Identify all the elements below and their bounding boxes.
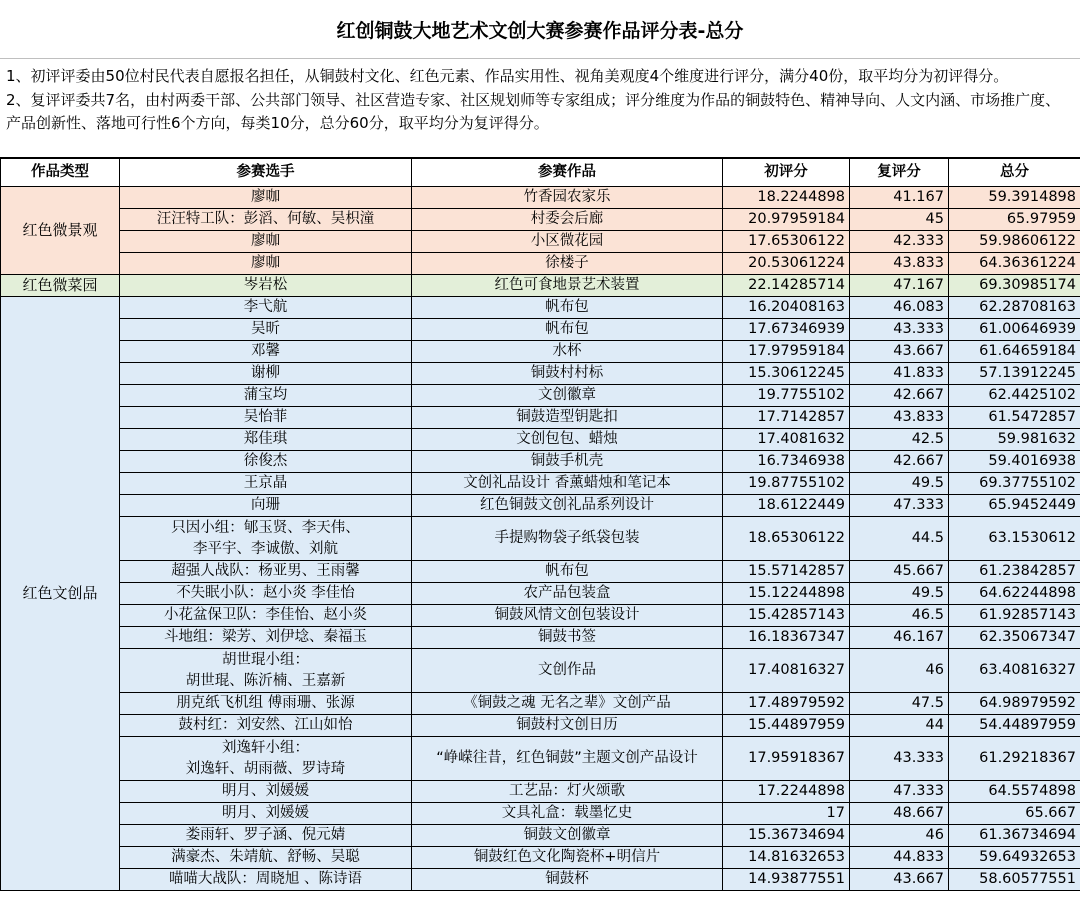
table-row [1, 253, 1080, 275]
table-row [1, 693, 1080, 715]
total-score-cell[interactable]: 69.30985174 [949, 275, 1080, 297]
player-cell[interactable]: 向珊 [120, 495, 412, 517]
table-row [1, 825, 1080, 847]
player-cell[interactable]: 只因小组：郇玉贤、李天伟、 李平宇、李诚傲、刘航 [120, 517, 412, 561]
total-score-cell[interactable]: 64.5574898 [949, 781, 1080, 803]
table-row [1, 869, 1080, 891]
player-cell[interactable]: 鼓村红：刘安然、江山如怡 [120, 715, 412, 737]
second-score-cell[interactable]: 46 [850, 825, 949, 847]
player-cell[interactable]: 郑佳琪 [120, 429, 412, 451]
table-row [1, 495, 1080, 517]
table-row [1, 275, 1080, 297]
total-score-cell[interactable]: 65.667 [949, 803, 1080, 825]
first-score-cell[interactable]: 17.67346939 [723, 319, 850, 341]
header-category[interactable]: 作品类型 [1, 159, 120, 187]
second-score-cell[interactable]: 43.667 [850, 869, 949, 891]
total-score-cell[interactable]: 59.981632 [949, 429, 1080, 451]
first-score-cell[interactable]: 16.20408163 [723, 297, 850, 319]
first-score-cell[interactable]: 14.81632653 [723, 847, 850, 869]
work-cell[interactable]: 铜鼓书签 [412, 627, 723, 649]
total-score-cell[interactable]: 62.35067347 [949, 627, 1080, 649]
work-cell[interactable]: “峥嵘往昔，红色铜鼓”主题文创产品设计 [412, 737, 723, 781]
player-cell[interactable]: 吴昕 [120, 319, 412, 341]
second-score-cell[interactable]: 43.833 [850, 407, 949, 429]
total-score-cell[interactable]: 61.64659184 [949, 341, 1080, 363]
work-cell[interactable]: 村委会后廊 [412, 209, 723, 231]
player-cell[interactable]: 岑岩松 [120, 275, 412, 297]
second-score-cell[interactable]: 45.667 [850, 561, 949, 583]
player-cell[interactable]: 超强人战队：杨亚男、王雨馨 [120, 561, 412, 583]
second-score-cell[interactable]: 49.5 [850, 583, 949, 605]
work-cell[interactable]: 小区微花园 [412, 231, 723, 253]
table-row [1, 517, 1080, 561]
player-cell[interactable]: 谢柳 [120, 363, 412, 385]
first-score-cell[interactable]: 17.4081632 [723, 429, 850, 451]
table-row [1, 429, 1080, 451]
table-body [1, 187, 1080, 891]
work-cell[interactable]: 铜鼓文创徽章 [412, 825, 723, 847]
work-cell[interactable]: 红色铜鼓文创礼品系列设计 [412, 495, 723, 517]
player-cell[interactable]: 汪汪特工队：彭滔、何敏、吴枳潼 [120, 209, 412, 231]
player-cell[interactable]: 廖咖 [120, 231, 412, 253]
player-cell[interactable]: 胡世琨小组： 胡世琨、陈沂楠、王嘉新 [120, 649, 412, 693]
first-score-cell[interactable]: 17.40816327 [723, 649, 850, 693]
first-score-cell[interactable]: 15.36734694 [723, 825, 850, 847]
second-score-cell[interactable]: 42.667 [850, 451, 949, 473]
player-cell[interactable]: 小花盆保卫队：李佳怡、赵小炎 [120, 605, 412, 627]
table-row [1, 187, 1080, 209]
work-cell[interactable]: 文创包包、蜡烛 [412, 429, 723, 451]
notes-block [0, 59, 1080, 158]
total-score-cell[interactable]: 59.64932653 [949, 847, 1080, 869]
category-cell[interactable]: 红色微菜园 [1, 275, 120, 297]
header-second-score[interactable]: 复评分 [850, 159, 949, 187]
first-score-cell[interactable]: 18.2244898 [723, 187, 850, 209]
second-score-cell[interactable]: 43.333 [850, 319, 949, 341]
work-cell[interactable]: 铜鼓杯 [412, 869, 723, 891]
first-score-cell[interactable]: 15.44897959 [723, 715, 850, 737]
table-row [1, 473, 1080, 495]
score-table [0, 158, 1080, 891]
work-cell[interactable]: 徐楼子 [412, 253, 723, 275]
work-cell[interactable]: 文具礼盒：载墨忆史 [412, 803, 723, 825]
total-score-cell[interactable]: 59.4016938 [949, 451, 1080, 473]
second-score-cell[interactable]: 47.5 [850, 693, 949, 715]
total-score-cell[interactable]: 61.00646939 [949, 319, 1080, 341]
total-score-cell[interactable]: 61.92857143 [949, 605, 1080, 627]
first-score-cell[interactable]: 14.93877551 [723, 869, 850, 891]
work-cell[interactable]: 竹香园农家乐 [412, 187, 723, 209]
total-score-cell[interactable]: 62.28708163 [949, 297, 1080, 319]
table-row [1, 451, 1080, 473]
note-line: 2、复评评委共7名，由村两委干部、公共部门领导、社区营造专家、社区规划师等专家组成；评分维度为作品的铜鼓特色、精神导向、人文内涵、市场推广度、产品创新性、落地可行性6个方向，每类10分，总分60分，取平均分为复评得分。 [6, 90, 1061, 132]
first-score-cell[interactable]: 16.18367347 [723, 627, 850, 649]
second-score-cell[interactable]: 46.5 [850, 605, 949, 627]
second-score-cell[interactable]: 45 [850, 209, 949, 231]
table-row [1, 781, 1080, 803]
header-row [1, 159, 1080, 187]
player-cell[interactable]: 明月、刘媛媛 [120, 803, 412, 825]
second-score-cell[interactable]: 47.333 [850, 495, 949, 517]
second-score-cell[interactable]: 41.833 [850, 363, 949, 385]
second-score-cell[interactable]: 44 [850, 715, 949, 737]
second-score-cell[interactable]: 46.083 [850, 297, 949, 319]
player-cell[interactable]: 李弋航 [120, 297, 412, 319]
total-score-cell[interactable]: 61.5472857 [949, 407, 1080, 429]
header-player[interactable]: 参赛选手 [120, 159, 412, 187]
table-row [1, 737, 1080, 781]
second-score-cell[interactable]: 46 [850, 649, 949, 693]
category-cell[interactable]: 红色微景观 [1, 187, 120, 275]
work-cell[interactable]: 铜鼓红色文化陶瓷杯+明信片 [412, 847, 723, 869]
player-cell[interactable]: 娄雨轩、罗子涵、倪元婧 [120, 825, 412, 847]
first-score-cell[interactable]: 17.48979592 [723, 693, 850, 715]
second-score-cell[interactable]: 48.667 [850, 803, 949, 825]
table-row [1, 715, 1080, 737]
second-score-cell[interactable]: 46.167 [850, 627, 949, 649]
work-cell[interactable]: 农产品包装盒 [412, 583, 723, 605]
player-cell[interactable]: 廖咖 [120, 187, 412, 209]
first-score-cell[interactable]: 20.97959184 [723, 209, 850, 231]
player-cell[interactable]: 蒲宝均 [120, 385, 412, 407]
player-cell[interactable]: 刘逸轩小组： 刘逸轩、胡雨薇、罗诗琦 [120, 737, 412, 781]
category-cell[interactable]: 红色文创品 [1, 297, 120, 891]
first-score-cell[interactable]: 20.53061224 [723, 253, 850, 275]
player-cell[interactable]: 徐俊杰 [120, 451, 412, 473]
work-cell[interactable]: 红色可食地景艺术装置 [412, 275, 723, 297]
first-score-cell[interactable]: 19.87755102 [723, 473, 850, 495]
table-row [1, 803, 1080, 825]
table-row [1, 231, 1080, 253]
first-score-cell[interactable]: 15.30612245 [723, 363, 850, 385]
player-cell[interactable]: 不失眠小队：赵小炎 李佳怡 [120, 583, 412, 605]
first-score-cell[interactable]: 17.65306122 [723, 231, 850, 253]
first-score-cell[interactable]: 15.42857143 [723, 605, 850, 627]
second-score-cell[interactable]: 49.5 [850, 473, 949, 495]
first-score-cell[interactable]: 17.95918367 [723, 737, 850, 781]
total-score-cell[interactable]: 65.97959 [949, 209, 1080, 231]
work-cell[interactable]: 工艺品：灯火颂歌 [412, 781, 723, 803]
total-score-cell[interactable]: 61.36734694 [949, 825, 1080, 847]
total-score-cell[interactable]: 63.40816327 [949, 649, 1080, 693]
first-score-cell[interactable]: 16.7346938 [723, 451, 850, 473]
total-score-cell[interactable]: 61.29218367 [949, 737, 1080, 781]
first-score-cell[interactable]: 17.7142857 [723, 407, 850, 429]
work-cell[interactable]: 帆布包 [412, 561, 723, 583]
second-score-cell[interactable]: 42.667 [850, 385, 949, 407]
work-cell[interactable]: 铜鼓手机壳 [412, 451, 723, 473]
second-score-cell[interactable]: 41.167 [850, 187, 949, 209]
first-score-cell[interactable]: 17.97959184 [723, 341, 850, 363]
work-cell[interactable]: 文创礼品设计 香薰蜡烛和笔记本 [412, 473, 723, 495]
second-score-cell[interactable]: 42.5 [850, 429, 949, 451]
work-cell[interactable]: 手提购物袋子纸袋包装 [412, 517, 723, 561]
table-row [1, 297, 1080, 319]
player-cell[interactable]: 明月、刘媛媛 [120, 781, 412, 803]
first-score-cell[interactable]: 15.12244898 [723, 583, 850, 605]
second-score-cell[interactable]: 43.333 [850, 737, 949, 781]
work-cell[interactable]: 铜鼓造型钥匙扣 [412, 407, 723, 429]
header-first-score[interactable]: 初评分 [723, 159, 850, 187]
table-row [1, 605, 1080, 627]
first-score-cell[interactable]: 17 [723, 803, 850, 825]
table-row [1, 561, 1080, 583]
second-score-cell[interactable]: 42.333 [850, 231, 949, 253]
table-row [1, 627, 1080, 649]
total-score-cell[interactable]: 57.13912245 [949, 363, 1080, 385]
player-cell[interactable]: 斗地组：梁芳、刘伊埝、秦福玉 [120, 627, 412, 649]
first-score-cell[interactable]: 18.65306122 [723, 517, 850, 561]
work-cell[interactable]: 文创作品 [412, 649, 723, 693]
second-score-cell[interactable]: 44.5 [850, 517, 949, 561]
table-row [1, 363, 1080, 385]
total-score-cell[interactable]: 62.4425102 [949, 385, 1080, 407]
player-cell[interactable]: 朋克纸飞机组 傅雨珊、张源 [120, 693, 412, 715]
table-row [1, 209, 1080, 231]
second-score-cell[interactable]: 47.333 [850, 781, 949, 803]
work-cell[interactable]: 帆布包 [412, 297, 723, 319]
player-cell[interactable]: 邓馨 [120, 341, 412, 363]
sheet-title: 红创铜鼓大地艺术文创大赛参赛作品评分表-总分 [0, 0, 1080, 59]
total-score-cell[interactable]: 69.37755102 [949, 473, 1080, 495]
work-cell[interactable]: 铜鼓风情文创包装设计 [412, 605, 723, 627]
first-score-cell[interactable]: 18.6122449 [723, 495, 850, 517]
total-score-cell[interactable]: 64.62244898 [949, 583, 1080, 605]
table-row [1, 341, 1080, 363]
table-row [1, 583, 1080, 605]
table-row [1, 385, 1080, 407]
table-row [1, 847, 1080, 869]
header-total[interactable]: 总分 [949, 159, 1080, 187]
work-cell[interactable]: 帆布包 [412, 319, 723, 341]
total-score-cell[interactable]: 65.9452449 [949, 495, 1080, 517]
first-score-cell[interactable]: 22.14285714 [723, 275, 850, 297]
player-cell[interactable]: 喵喵大战队：周晓旭 、陈诗语 [120, 869, 412, 891]
table-row [1, 319, 1080, 341]
player-cell[interactable]: 王京晶 [120, 473, 412, 495]
total-score-cell[interactable]: 63.1530612 [949, 517, 1080, 561]
note-line: 1、初评评委由50位村民代表自愿报名担任，从铜鼓村文化、红色元素、作品实用性、视角美观度4个维度进行评分，满分40份，取平均分为初评得分。 [6, 67, 1009, 85]
work-cell[interactable]: 水杯 [412, 341, 723, 363]
work-cell[interactable]: 《铜鼓之魂 无名之辈》文创产品 [412, 693, 723, 715]
total-score-cell[interactable]: 61.23842857 [949, 561, 1080, 583]
total-score-cell[interactable]: 64.36361224 [949, 253, 1080, 275]
work-cell[interactable]: 铜鼓村村标 [412, 363, 723, 385]
total-score-cell[interactable]: 54.44897959 [949, 715, 1080, 737]
player-cell[interactable]: 满豪杰、朱靖航、舒畅、吴聪 [120, 847, 412, 869]
first-score-cell[interactable]: 17.2244898 [723, 781, 850, 803]
second-score-cell[interactable]: 47.167 [850, 275, 949, 297]
second-score-cell[interactable]: 44.833 [850, 847, 949, 869]
work-cell[interactable]: 文创徽章 [412, 385, 723, 407]
table-row [1, 649, 1080, 693]
total-score-cell[interactable]: 58.60577551 [949, 869, 1080, 891]
player-cell[interactable]: 廖咖 [120, 253, 412, 275]
table-row [1, 407, 1080, 429]
first-score-cell[interactable]: 15.57142857 [723, 561, 850, 583]
header-work[interactable]: 参赛作品 [412, 159, 723, 187]
total-score-cell[interactable]: 64.98979592 [949, 693, 1080, 715]
second-score-cell[interactable]: 43.833 [850, 253, 949, 275]
total-score-cell[interactable]: 59.3914898 [949, 187, 1080, 209]
total-score-cell[interactable]: 59.98606122 [949, 231, 1080, 253]
second-score-cell[interactable]: 43.667 [850, 341, 949, 363]
work-cell[interactable]: 铜鼓村文创日历 [412, 715, 723, 737]
player-cell[interactable]: 吴怡菲 [120, 407, 412, 429]
first-score-cell[interactable]: 19.7755102 [723, 385, 850, 407]
